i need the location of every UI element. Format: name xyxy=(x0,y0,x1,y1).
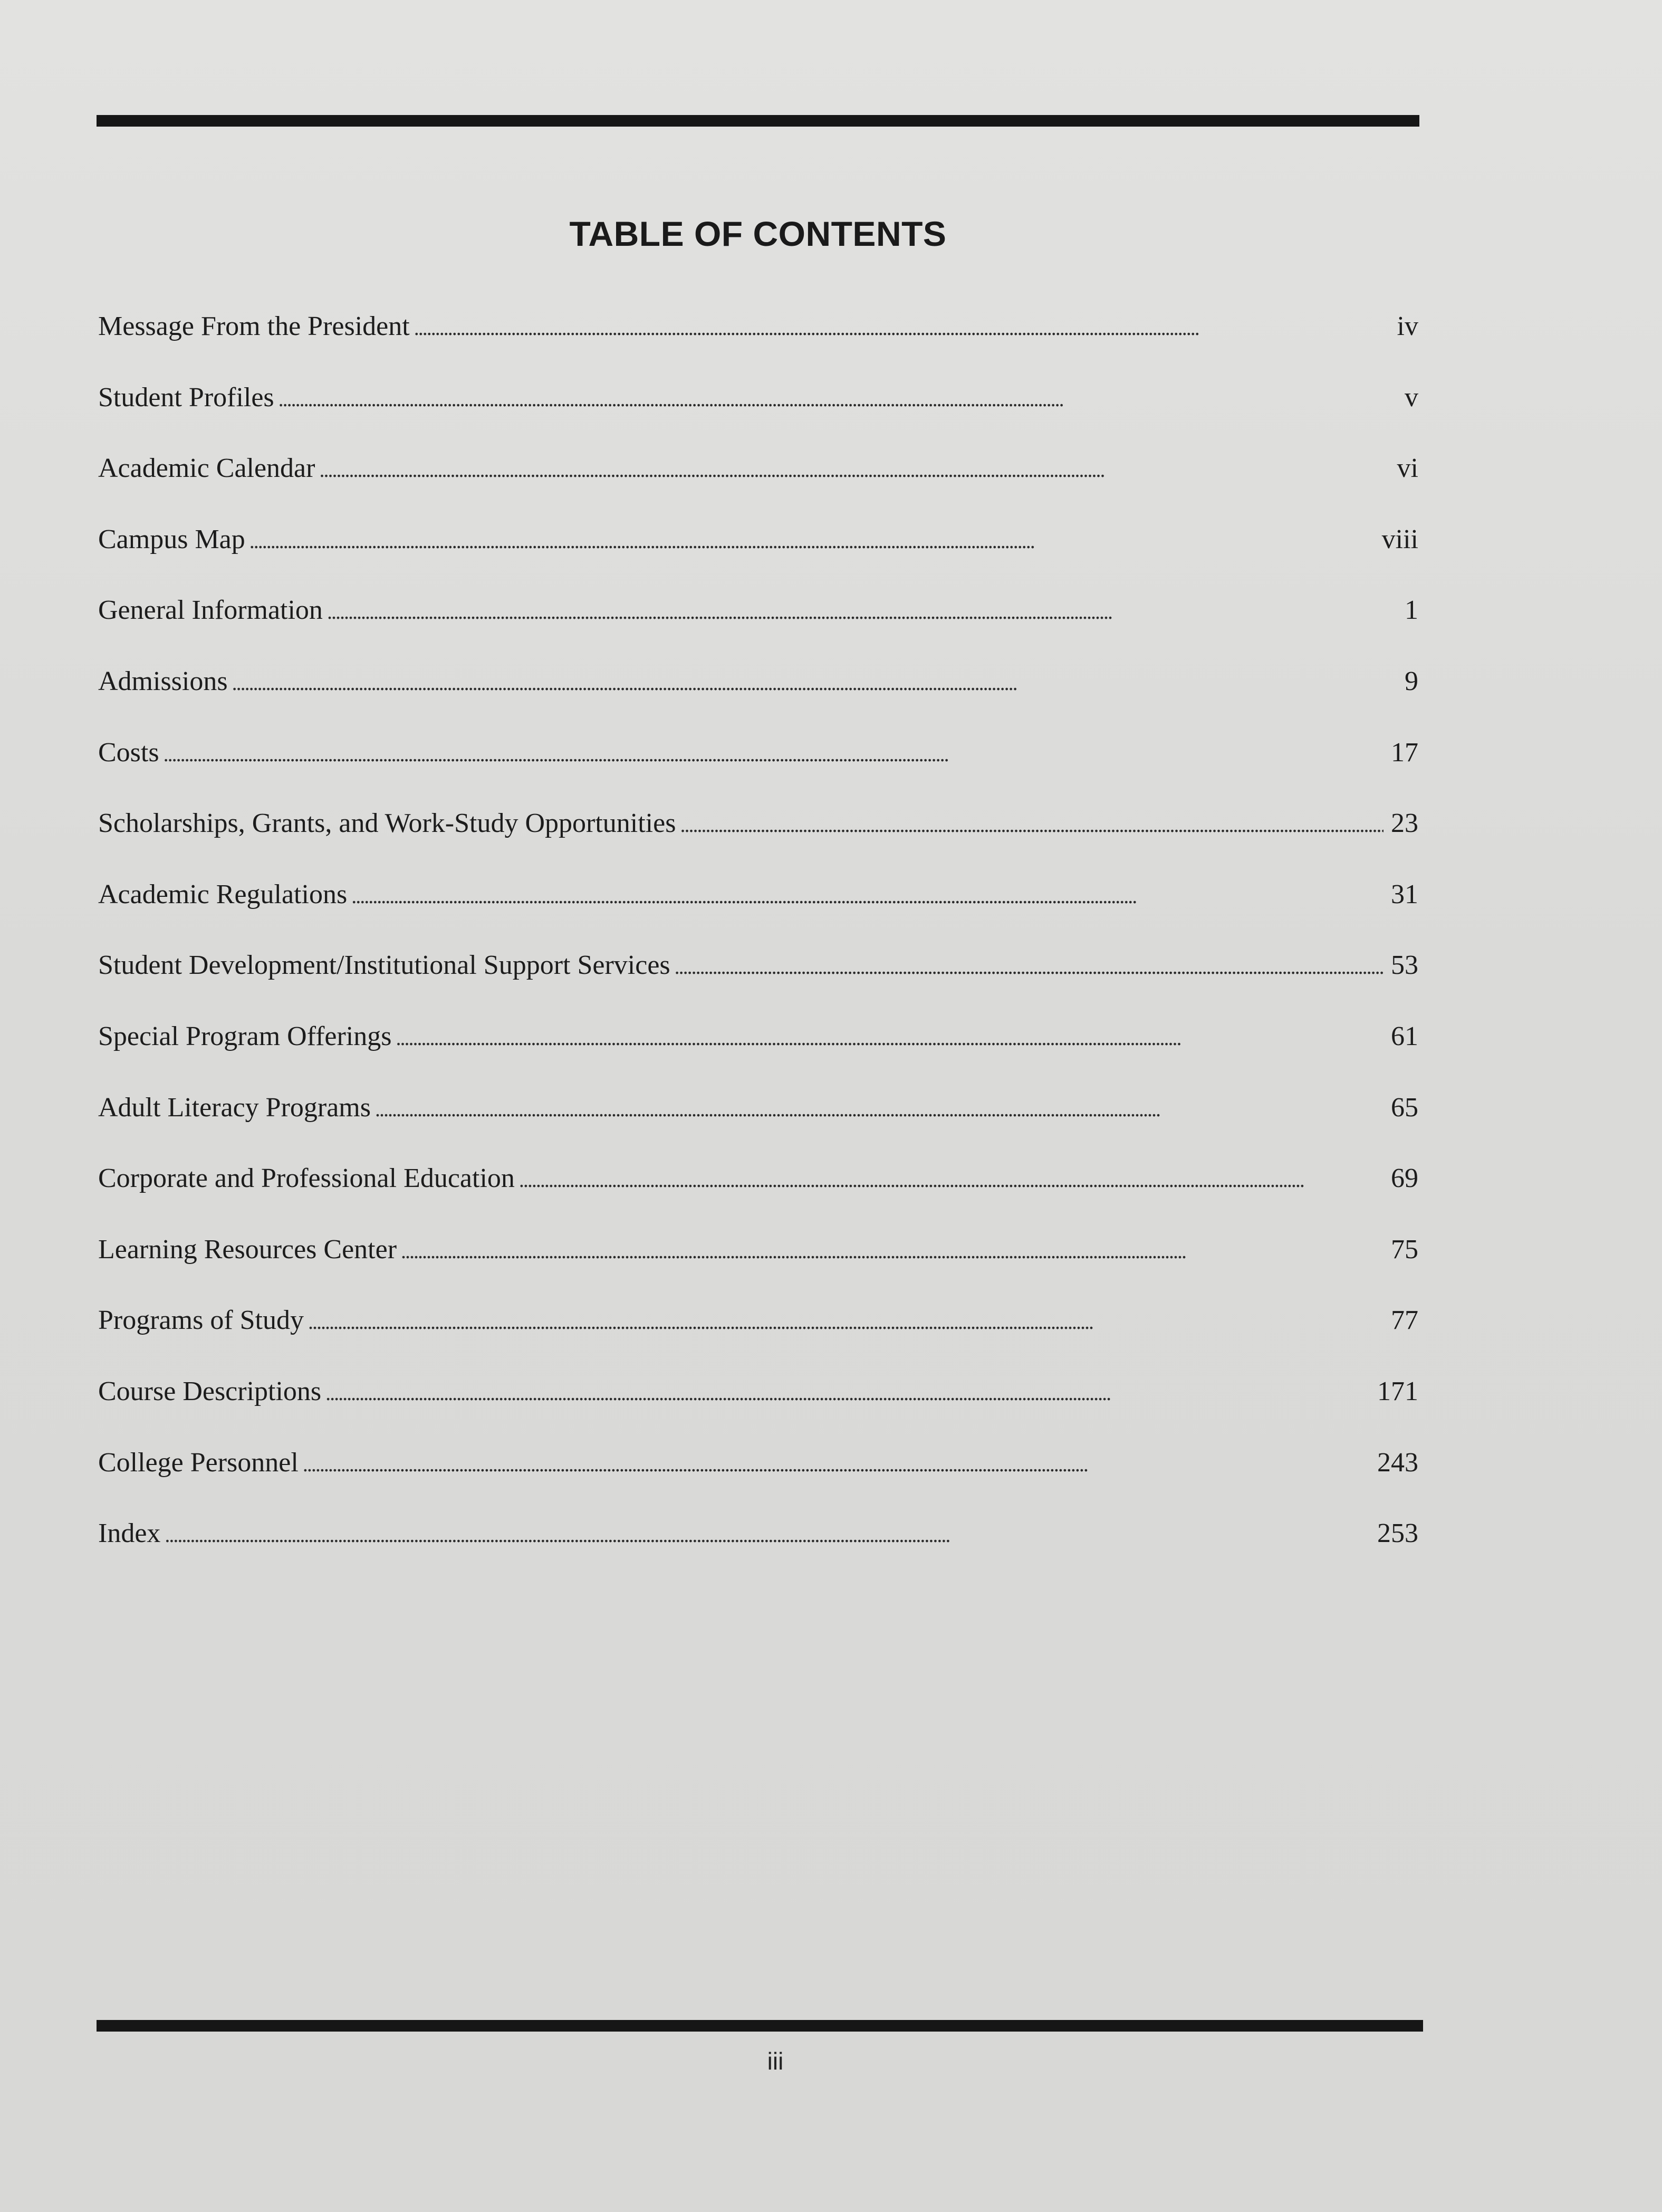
toc-entry-costs[interactable] xyxy=(98,735,1418,806)
dot-leader xyxy=(519,1162,1384,1198)
toc-entry-label: College Personnel xyxy=(98,1447,299,1478)
toc-entry-label: Message From the President xyxy=(98,311,410,341)
toc-entry-page: vi xyxy=(1397,453,1418,484)
dot-leader xyxy=(414,310,1390,346)
toc-entry-label: General Information xyxy=(98,595,323,626)
toc-entry-page: iv xyxy=(1397,311,1418,341)
dot-leader xyxy=(308,1304,1384,1340)
dot-leader xyxy=(675,949,1384,985)
toc-entry-scholarships[interactable] xyxy=(98,806,1418,877)
toc-entry-learning-resources-center[interactable] xyxy=(98,1232,1418,1303)
page-number: iii xyxy=(767,2047,784,2075)
toc-entry-index[interactable] xyxy=(98,1516,1418,1587)
toc-entry-page: 65 xyxy=(1391,1092,1418,1123)
toc-entry-general-information[interactable] xyxy=(98,592,1418,664)
dot-leader xyxy=(232,665,1397,701)
toc-entry-label: Student Profiles xyxy=(98,382,274,413)
toc-entry-page: 77 xyxy=(1391,1305,1418,1336)
toc-entry-label: Learning Resources Center xyxy=(98,1234,397,1265)
toc-entry-course-descriptions[interactable] xyxy=(98,1374,1418,1445)
dot-leader xyxy=(351,878,1384,914)
dot-leader xyxy=(680,807,1384,843)
top-rule xyxy=(97,115,1419,127)
toc-entry-page: 53 xyxy=(1391,950,1418,981)
toc-entry-label: Academic Regulations xyxy=(98,879,348,909)
dot-leader xyxy=(303,1447,1370,1482)
dot-leader xyxy=(249,523,1375,559)
toc-entry-label: Academic Calendar xyxy=(98,453,315,484)
toc-entry-label: Corporate and Professional Education xyxy=(98,1163,515,1194)
toc-entry-academic-regulations[interactable] xyxy=(98,877,1418,948)
toc-entry-label: Index xyxy=(98,1518,161,1549)
toc-entry-label: Student Development/Institutional Support Services xyxy=(98,950,670,981)
toc-entry-label: Campus Map xyxy=(98,524,245,554)
toc-entry-label: Costs xyxy=(98,737,159,768)
toc-entry-college-personnel[interactable] xyxy=(98,1445,1418,1516)
dot-leader xyxy=(375,1091,1384,1127)
toc-entry-label: Adult Literacy Programs xyxy=(98,1092,371,1123)
toc-entry-page: 23 xyxy=(1391,808,1418,839)
toc-entry-label: Special Program Offerings xyxy=(98,1021,392,1051)
toc-entry-special-program-offerings[interactable] xyxy=(98,1019,1418,1090)
toc-entry-message-from-president[interactable] xyxy=(98,309,1418,380)
toc-entry-label: Admissions xyxy=(98,666,228,696)
toc-entry-academic-calendar[interactable] xyxy=(98,451,1418,522)
dot-leader xyxy=(319,452,1389,488)
toc-entry-page: v xyxy=(1405,382,1418,413)
toc-entry-page: 1 xyxy=(1405,595,1418,626)
toc-entry-student-development[interactable] xyxy=(98,947,1418,1019)
table-of-contents xyxy=(98,309,1418,1587)
page-title: TABLE OF CONTENTS xyxy=(569,214,947,253)
dot-leader xyxy=(278,381,1397,417)
toc-entry-label: Programs of Study xyxy=(98,1305,304,1336)
toc-entry-corporate-professional-education[interactable] xyxy=(98,1161,1418,1232)
toc-entry-student-profiles[interactable] xyxy=(98,380,1418,451)
toc-entry-page: 17 xyxy=(1391,737,1418,768)
toc-entry-page: viii xyxy=(1381,524,1418,554)
dot-leader xyxy=(396,1020,1384,1056)
toc-entry-admissions[interactable] xyxy=(98,664,1418,735)
dot-leader xyxy=(401,1233,1384,1269)
toc-entry-page: 253 xyxy=(1377,1518,1418,1549)
dot-leader xyxy=(165,1517,1370,1553)
toc-entry-programs-of-study[interactable] xyxy=(98,1303,1418,1374)
dot-leader xyxy=(164,736,1384,772)
toc-entry-page: 69 xyxy=(1391,1163,1418,1194)
toc-entry-page: 171 xyxy=(1377,1376,1418,1406)
toc-entry-campus-map[interactable] xyxy=(98,522,1418,593)
toc-entry-page: 9 xyxy=(1405,666,1418,696)
toc-entry-label: Course Descriptions xyxy=(98,1376,322,1406)
dot-leader xyxy=(325,1375,1370,1411)
toc-entry-page: 31 xyxy=(1391,879,1418,909)
bottom-rule xyxy=(97,2020,1423,2032)
dot-leader xyxy=(327,594,1397,630)
toc-entry-page: 61 xyxy=(1391,1021,1418,1051)
toc-entry-page: 75 xyxy=(1391,1234,1418,1265)
toc-entry-adult-literacy-programs[interactable] xyxy=(98,1090,1418,1161)
toc-entry-page: 243 xyxy=(1377,1447,1418,1478)
toc-entry-label: Scholarships, Grants, and Work-Study Opportunities xyxy=(98,808,676,839)
